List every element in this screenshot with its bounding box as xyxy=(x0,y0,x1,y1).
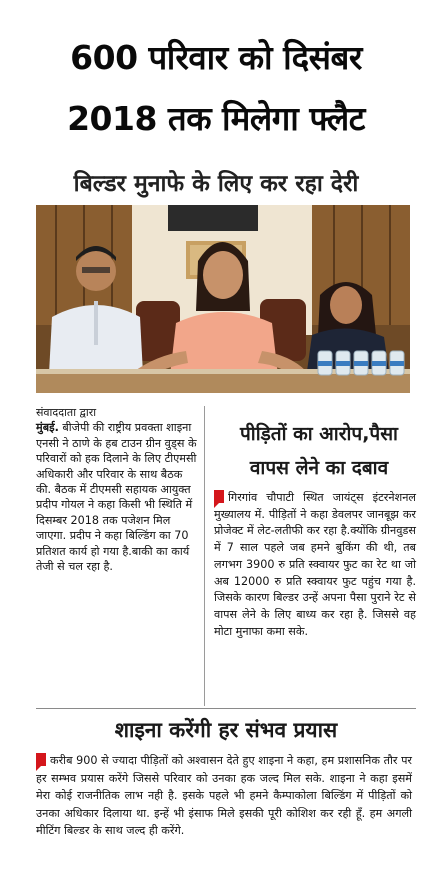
byline: संवाददाता द्वारा xyxy=(36,406,97,419)
left-column-article xyxy=(36,405,200,574)
news-photo xyxy=(36,205,410,393)
left-column-body xyxy=(36,420,200,574)
subheadline: बिल्डर मुनाफे के लिए कर रहा देरी xyxy=(73,171,359,197)
left-column-text: बीजेपी की राष्ट्रीय प्रवक्ता शाइना एनसी ने ठाणे के हब टाउन ग्रीन वुड्स के परिवारों को हक दिलाने के लिए टीएमसी अधिकारी और परिवार के साथ बैठक की. बैठक में टीएमसी सहायक आयुक्त प्रदीप गोयल ने कहा किसी भी स्थिति में दिसम्बर 2018 तक पजेशन मिल जाएगा. प्रदीप ने कहा बिल्डिंग का 70 प्रतिशत कार्य हो गया है.बाकी का कार्य तेजी से चल रहा है. xyxy=(36,421,197,574)
right-column-text: गिरगांव चौपाटी स्थित जायंट्स इंटरनेशनल मुख्यालय में. पीड़ितों ने कहा डेवलपर जानबूझ कर प्रोजेक्ट में लेट-लतीफी कर रहा है.क्योंकि ग्रीनवुडस में 7 साल पहले जब हमने बुकिंग की थी, तब लगभग 3900 रु प्रति स्क्वायर फुट का रेट था जो अब 12000 रु प्रति स्क्वायर फुट पहुंच गया है. जिसके कारण बिल्डर उन्हें अपना पैसा पुराने रेट से वापस लेने के लिए बाध्य कर रहा है. जिससे वह मोटा मुनाफा कमा सके. xyxy=(214,491,416,638)
red-marker-icon xyxy=(36,753,46,766)
right-subhead-line-2: वापस लेने का दबाव xyxy=(249,457,389,479)
column-divider xyxy=(204,406,205,706)
bottom-article xyxy=(36,752,412,840)
headline-line-2: 2018 तक मिलेगा फ्लैट xyxy=(67,99,365,138)
right-subhead-line-1: पीड़ितों का आरोप,पैसा xyxy=(240,423,398,445)
right-column-article xyxy=(214,490,416,640)
bottom-subhead: शाइना करेंगी हर संभव प्रयास xyxy=(114,718,338,742)
section-divider xyxy=(36,708,416,709)
red-marker-icon xyxy=(214,490,224,503)
headline-line-1: 600 परिवार को दिसंबर xyxy=(70,38,362,77)
bottom-text: करीब 900 से ज्यादा पीड़ितों को अश्वासन देते हुए शाइना ने कहा, हम प्रशासनिक तौर पर हर सम्भव प्रयास करेंगे जिससे परिवार को उनका हक जल्द मिल सके. शाइना ने कहा इसमें मेरा कोई राजनीतिक लाभ नही है. इसके पहले भी हमने कैम्पाकोला बिल्डिंग में पीड़ितों को उनका अधिकार दिलाया था. इन्हें भी इंसाफ मिले इसकी पूरी कोशिश कर रही हूँ. हम अगली मीटिंग बिल्डर के साथ जल्द ही करेंगे. xyxy=(36,754,412,838)
dateline: मुंबई. xyxy=(36,421,59,435)
